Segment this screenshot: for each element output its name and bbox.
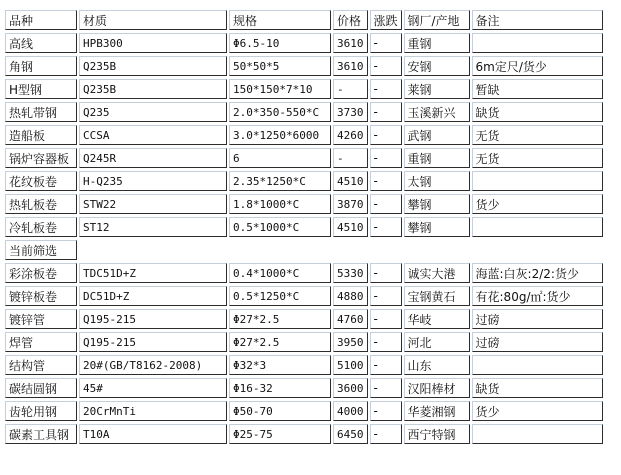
table-row: [5, 148, 603, 168]
cell-change: -: [370, 309, 402, 329]
cell-material: Q235: [79, 102, 227, 122]
cell-spec: Φ25-75: [229, 424, 331, 444]
cell-variety: 碳素工具钢: [5, 424, 77, 444]
cell-price: 5330: [333, 263, 368, 283]
cell-spec: Φ27*2.5: [229, 332, 331, 352]
cell-variety: 造船板: [5, 125, 77, 145]
cell-spec: 50*50*5: [229, 56, 331, 76]
cell-variety: 高线: [5, 33, 77, 53]
cell-price: -: [333, 148, 368, 168]
cell-price: -: [333, 79, 368, 99]
cell-mill: 太钢: [404, 171, 470, 191]
cell-spec: 0.5*1250*C: [229, 286, 331, 306]
cell-material: T10A: [79, 424, 227, 444]
table-row: [5, 171, 603, 191]
cell-spec: Φ50-70: [229, 401, 331, 421]
section-row: [5, 240, 603, 260]
cell-change: -: [370, 355, 402, 375]
cell-note: 过磅: [472, 309, 603, 329]
cell-material: Q195-215: [79, 309, 227, 329]
cell-material: STW22: [79, 194, 227, 214]
blank-cell: [333, 240, 368, 260]
cell-variety: 彩涂板卷: [5, 263, 77, 283]
cell-spec: Φ32*3: [229, 355, 331, 375]
cell-variety: 镀锌板卷: [5, 286, 77, 306]
cell-price: 3610: [333, 56, 368, 76]
cell-mill: 山东: [404, 355, 470, 375]
cell-material: H-Q235: [79, 171, 227, 191]
cell-material: 45#: [79, 378, 227, 398]
cell-mill: 重钢: [404, 148, 470, 168]
blank-cell: [404, 240, 470, 260]
cell-price: 4510: [333, 171, 368, 191]
cell-spec: Φ6.5-10: [229, 33, 331, 53]
cell-price: 6450: [333, 424, 368, 444]
cell-price: 3600: [333, 378, 368, 398]
cell-variety: 品种: [5, 10, 77, 30]
cell-note: 海蓝:白灰:2/2:货少: [472, 263, 603, 283]
cell-variety: 热轧板卷: [5, 194, 77, 214]
cell-variety: 碳结圆钢: [5, 378, 77, 398]
cell-variety: H型钢: [5, 79, 77, 99]
cell-change: -: [370, 171, 402, 191]
cell-variety: 镀锌管: [5, 309, 77, 329]
cell-price: 4760: [333, 309, 368, 329]
table-row: [5, 355, 603, 375]
cell-variety: 热轧带钢: [5, 102, 77, 122]
cell-spec: 规格: [229, 10, 331, 30]
cell-mill: 莱钢: [404, 79, 470, 99]
cell-note: 暂缺: [472, 79, 603, 99]
cell-price: 3950: [333, 332, 368, 352]
steel-price-table: [3, 7, 605, 447]
cell-change: -: [370, 194, 402, 214]
cell-price: 4000: [333, 401, 368, 421]
cell-spec: 0.4*1000*C: [229, 263, 331, 283]
cell-variety: 锅炉容器板: [5, 148, 77, 168]
table-row: [5, 56, 603, 76]
cell-variety: 齿轮用钢: [5, 401, 77, 421]
cell-material: Q195-215: [79, 332, 227, 352]
cell-change: -: [370, 332, 402, 352]
cell-mill: 攀钢: [404, 194, 470, 214]
cell-mill: 重钢: [404, 33, 470, 53]
cell-change: -: [370, 401, 402, 421]
cell-note: 6m定尺/货少: [472, 56, 603, 76]
cell-change: 涨跌: [370, 10, 402, 30]
cell-note: [472, 424, 603, 444]
table-row: [5, 125, 603, 145]
table-row: [5, 401, 603, 421]
table-row: [5, 194, 603, 214]
blank-cell: [229, 240, 331, 260]
cell-material: CCSA: [79, 125, 227, 145]
cell-change: -: [370, 102, 402, 122]
cell-note: 过磅: [472, 332, 603, 352]
cell-variety: 冷轧板卷: [5, 217, 77, 237]
cell-mill: 武钢: [404, 125, 470, 145]
table-row: [5, 378, 603, 398]
blank-cell: [79, 240, 227, 260]
cell-price: 3610: [333, 33, 368, 53]
cell-material: ST12: [79, 217, 227, 237]
cell-note: 备注: [472, 10, 603, 30]
cell-note: [472, 217, 603, 237]
cell-price: 价格: [333, 10, 368, 30]
cell-change: -: [370, 263, 402, 283]
section-label: 当前筛选: [5, 240, 77, 260]
blank-cell: [472, 240, 603, 260]
cell-mill: 玉溪新兴: [404, 102, 470, 122]
table-row: [5, 332, 603, 352]
cell-material: 20#(GB/T8162-2008): [79, 355, 227, 375]
cell-spec: 1.8*1000*C: [229, 194, 331, 214]
cell-material: DC51D+Z: [79, 286, 227, 306]
cell-change: -: [370, 33, 402, 53]
cell-note: [472, 33, 603, 53]
cell-price: 4880: [333, 286, 368, 306]
cell-change: -: [370, 125, 402, 145]
cell-price: 4510: [333, 217, 368, 237]
cell-mill: 汉阳棒材: [404, 378, 470, 398]
cell-material: Q235B: [79, 56, 227, 76]
table-header-row: [5, 10, 603, 30]
cell-material: Q235B: [79, 79, 227, 99]
cell-change: -: [370, 217, 402, 237]
cell-mill: 华岐: [404, 309, 470, 329]
cell-mill: 钢厂/产地: [404, 10, 470, 30]
cell-note: 货少: [472, 401, 603, 421]
cell-material: 材质: [79, 10, 227, 30]
table-row: [5, 263, 603, 283]
cell-price: 4260: [333, 125, 368, 145]
cell-spec: Φ27*2.5: [229, 309, 331, 329]
table-row: [5, 309, 603, 329]
cell-mill: 河北: [404, 332, 470, 352]
table-row: [5, 217, 603, 237]
cell-mill: 攀钢: [404, 217, 470, 237]
cell-spec: 6: [229, 148, 331, 168]
cell-material: TDC51D+Z: [79, 263, 227, 283]
cell-spec: 150*150*7*10: [229, 79, 331, 99]
table-row: [5, 286, 603, 306]
table-row: [5, 79, 603, 99]
cell-change: -: [370, 378, 402, 398]
cell-change: -: [370, 424, 402, 444]
cell-price: 3870: [333, 194, 368, 214]
cell-material: 20CrMnTi: [79, 401, 227, 421]
cell-spec: Φ16-32: [229, 378, 331, 398]
cell-mill: 诚实大港: [404, 263, 470, 283]
cell-spec: 2.35*1250*C: [229, 171, 331, 191]
cell-change: -: [370, 148, 402, 168]
cell-change: -: [370, 286, 402, 306]
cell-variety: 花纹板卷: [5, 171, 77, 191]
cell-note: 缺货: [472, 378, 603, 398]
table-row: [5, 102, 603, 122]
cell-variety: 结构管: [5, 355, 77, 375]
cell-note: 无货: [472, 125, 603, 145]
cell-change: -: [370, 56, 402, 76]
cell-spec: 3.0*1250*6000: [229, 125, 331, 145]
cell-mill: 宝钢黄石: [404, 286, 470, 306]
cell-mill: 安钢: [404, 56, 470, 76]
table-row: [5, 424, 603, 444]
cell-material: HPB300: [79, 33, 227, 53]
cell-note: 无货: [472, 148, 603, 168]
cell-note: 货少: [472, 194, 603, 214]
cell-variety: 焊管: [5, 332, 77, 352]
cell-material: Q245R: [79, 148, 227, 168]
cell-note: [472, 355, 603, 375]
cell-note: 有花:80g/㎡:货少: [472, 286, 603, 306]
cell-price: 5100: [333, 355, 368, 375]
cell-spec: 2.0*350-550*C: [229, 102, 331, 122]
cell-mill: 华菱湘钢: [404, 401, 470, 421]
table-row: [5, 33, 603, 53]
cell-change: -: [370, 79, 402, 99]
cell-note: 缺货: [472, 102, 603, 122]
cell-note: [472, 171, 603, 191]
cell-spec: 0.5*1000*C: [229, 217, 331, 237]
cell-mill: 西宁特钢: [404, 424, 470, 444]
blank-cell: [370, 240, 402, 260]
cell-price: 3730: [333, 102, 368, 122]
cell-variety: 角钢: [5, 56, 77, 76]
